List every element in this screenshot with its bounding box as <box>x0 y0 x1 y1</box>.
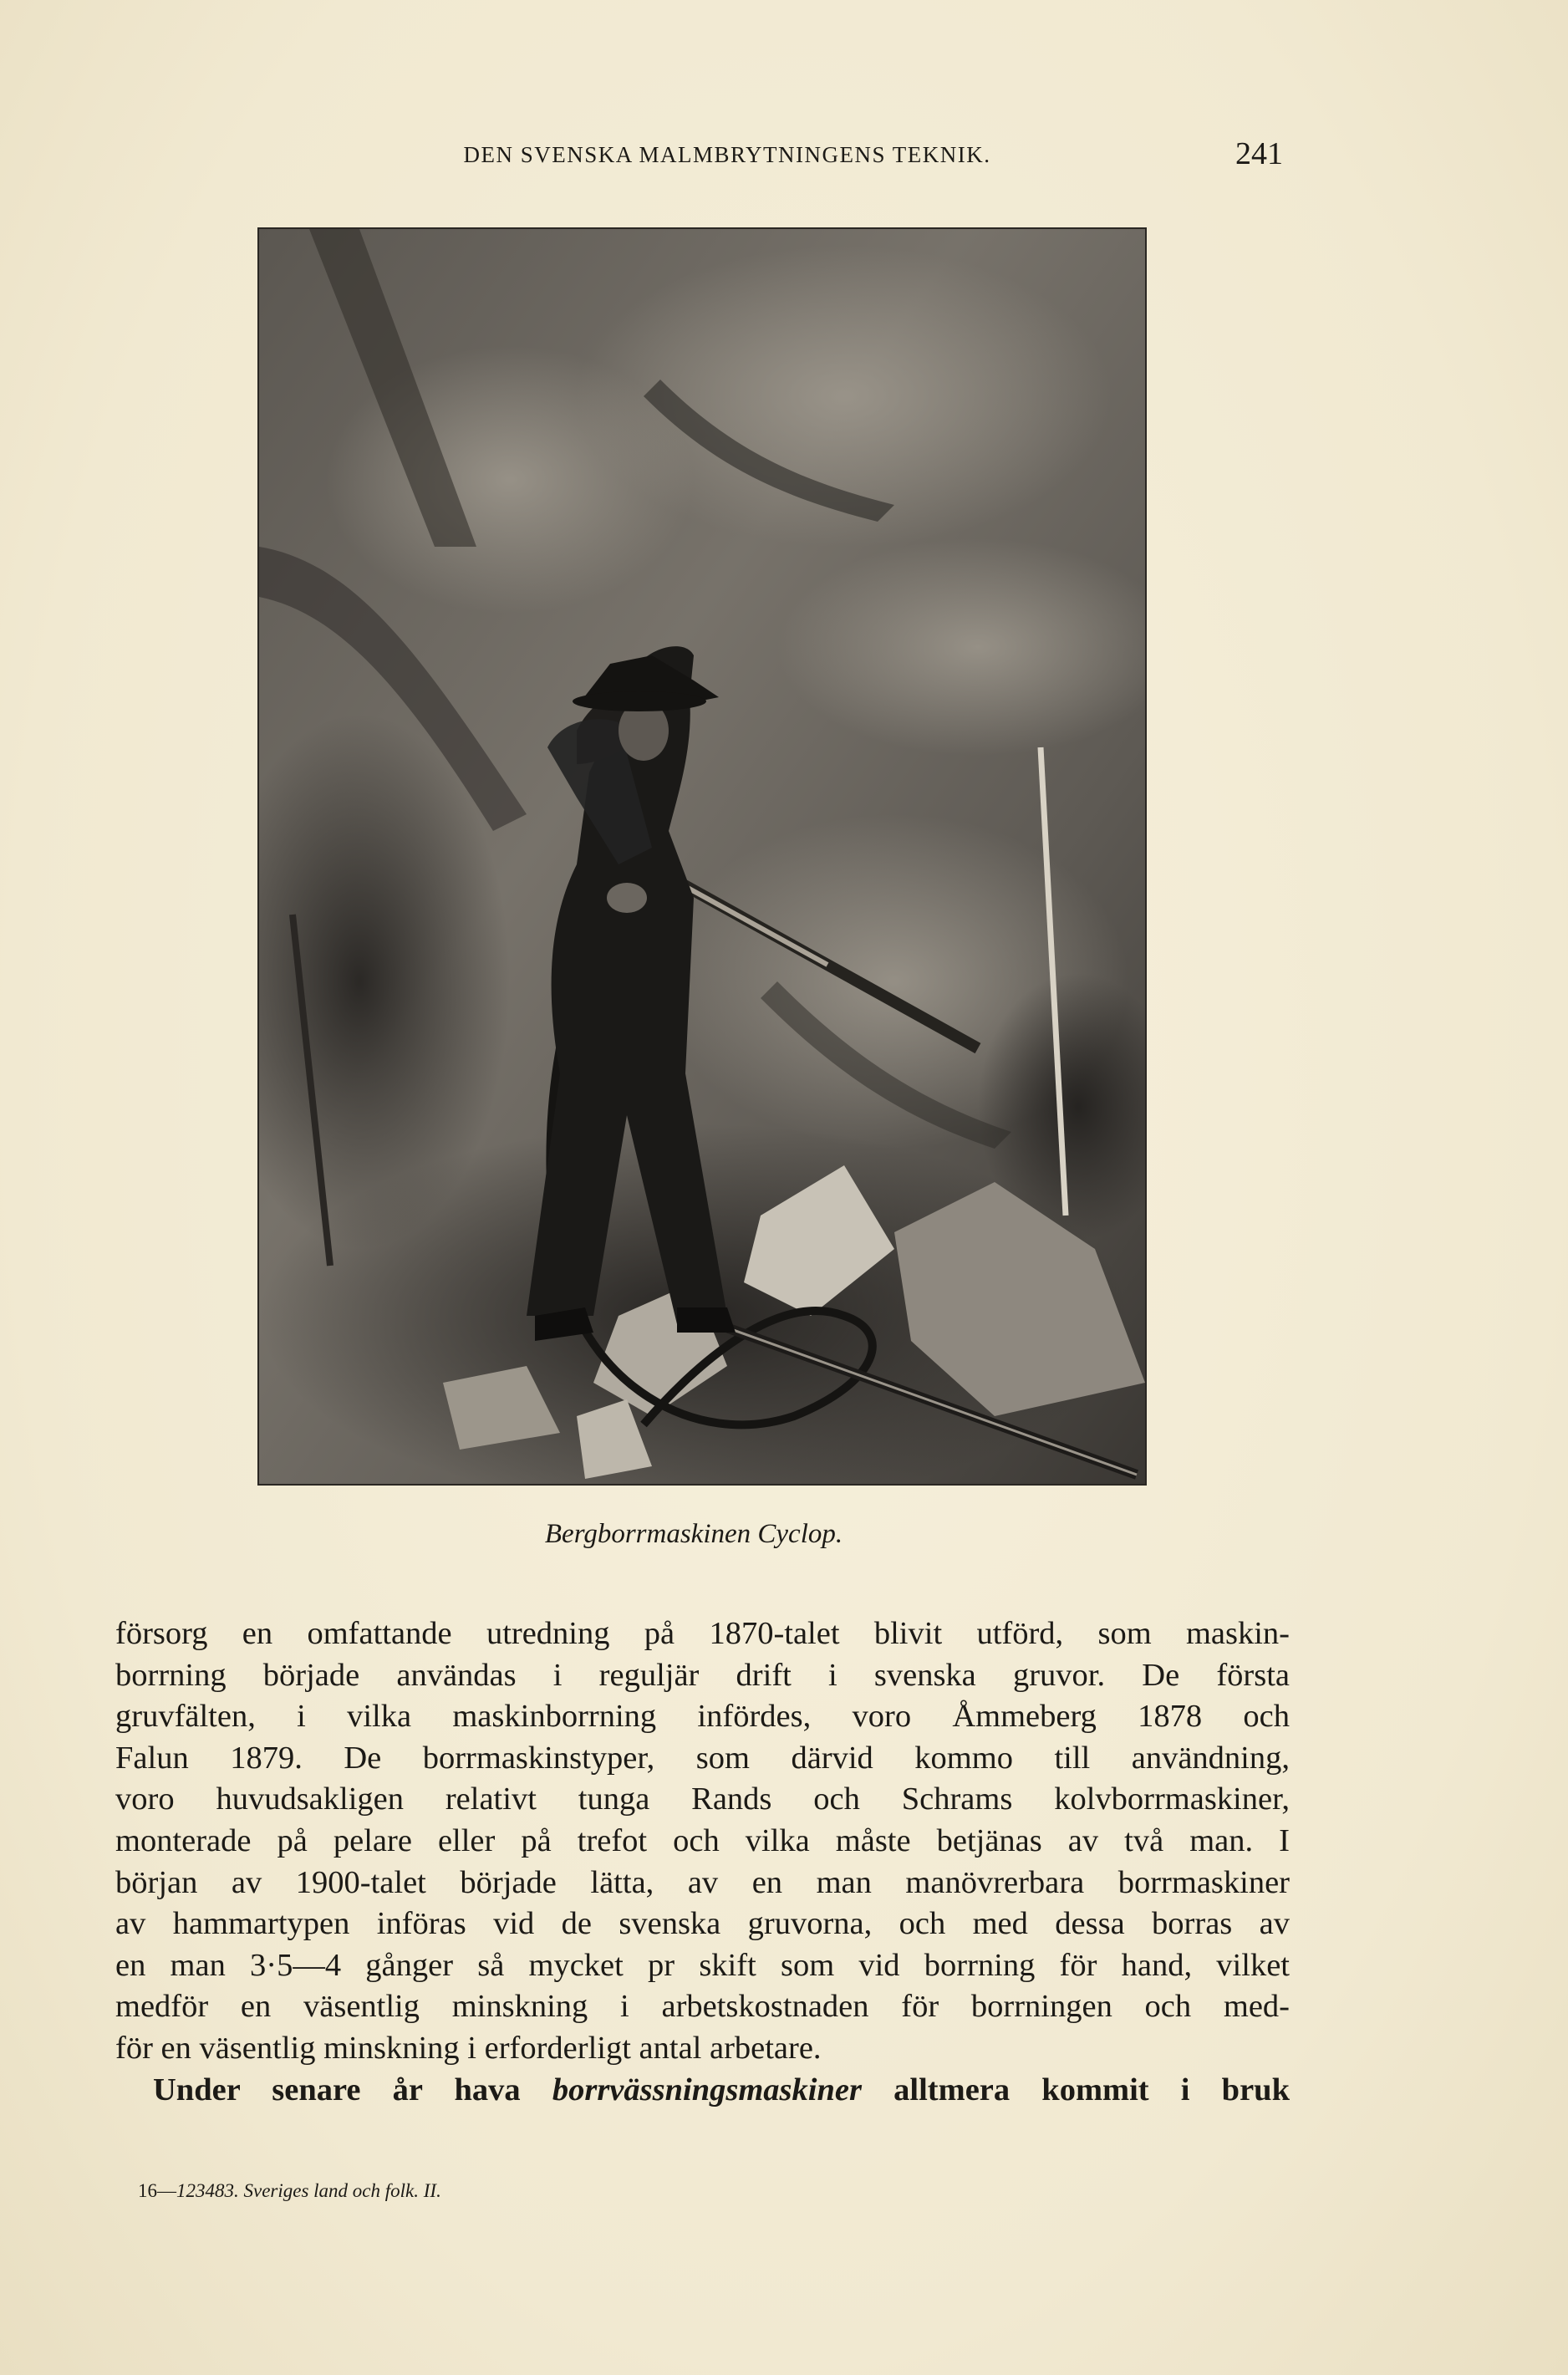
emphasized-term: borrvässningsmaskiner <box>552 2072 862 2107</box>
body-text <box>115 1613 1290 2111</box>
running-head: DEN SVENSKA MALMBRYTNINGENS TEKNIK. <box>463 142 991 167</box>
signature-footer <box>138 2180 441 2202</box>
text-line: gruvfälten, i vilka maskinborrning infördes, voro Åmmeberg 1878 och <box>115 1699 1290 1735</box>
halftone-photograph <box>257 227 1147 1486</box>
text-line: medför en väsentlig minskning i arbetskostnaden för borrningen och med- <box>115 1989 1290 2025</box>
figure-caption: Bergborrmaskinen Cyclop. <box>544 1519 843 1549</box>
paragraph-start-line <box>115 2070 1290 2112</box>
text-line: en man 3·5—4 gånger så mycket pr skift som vid borrning för hand, vilket <box>115 1947 1290 1983</box>
text-line: början av 1900-talet började lätta, av en man manövrerbara borrmaskiner <box>115 1864 1290 1900</box>
signature-number: 16— <box>138 2180 176 2201</box>
text-line: borrning började användas i reguljär drift i svenska gruvor. De första <box>115 1657 1290 1693</box>
text-line: för en väsentlig minskning i erforderligt antal arbetare. <box>115 2030 822 2066</box>
text-line: Falun 1879. De borrmaskinstyper, som därvid kommo till användning, <box>115 1740 1290 1776</box>
text-line: försorg en omfattande utredning på 1870-talet blivit utförd, som maskin- <box>115 1616 1290 1651</box>
text-span: alltmera kommit i bruk <box>861 2072 1290 2107</box>
signature-reference: 123483. Sveriges land och folk. II. <box>176 2180 441 2201</box>
text-line: av hammartypen införas vid de svenska gruvorna, och med dessa borras av <box>115 1906 1290 1942</box>
text-span: Under senare år hava <box>153 2072 552 2107</box>
page-number: 241 <box>1235 136 1283 171</box>
text-line: monterade på pelare eller på trefot och vilka måste betjänas av två man. I <box>115 1822 1290 1858</box>
text-line: voro huvudsakligen relativt tunga Rands och Schrams kolvborrmaskiner, <box>115 1781 1290 1817</box>
